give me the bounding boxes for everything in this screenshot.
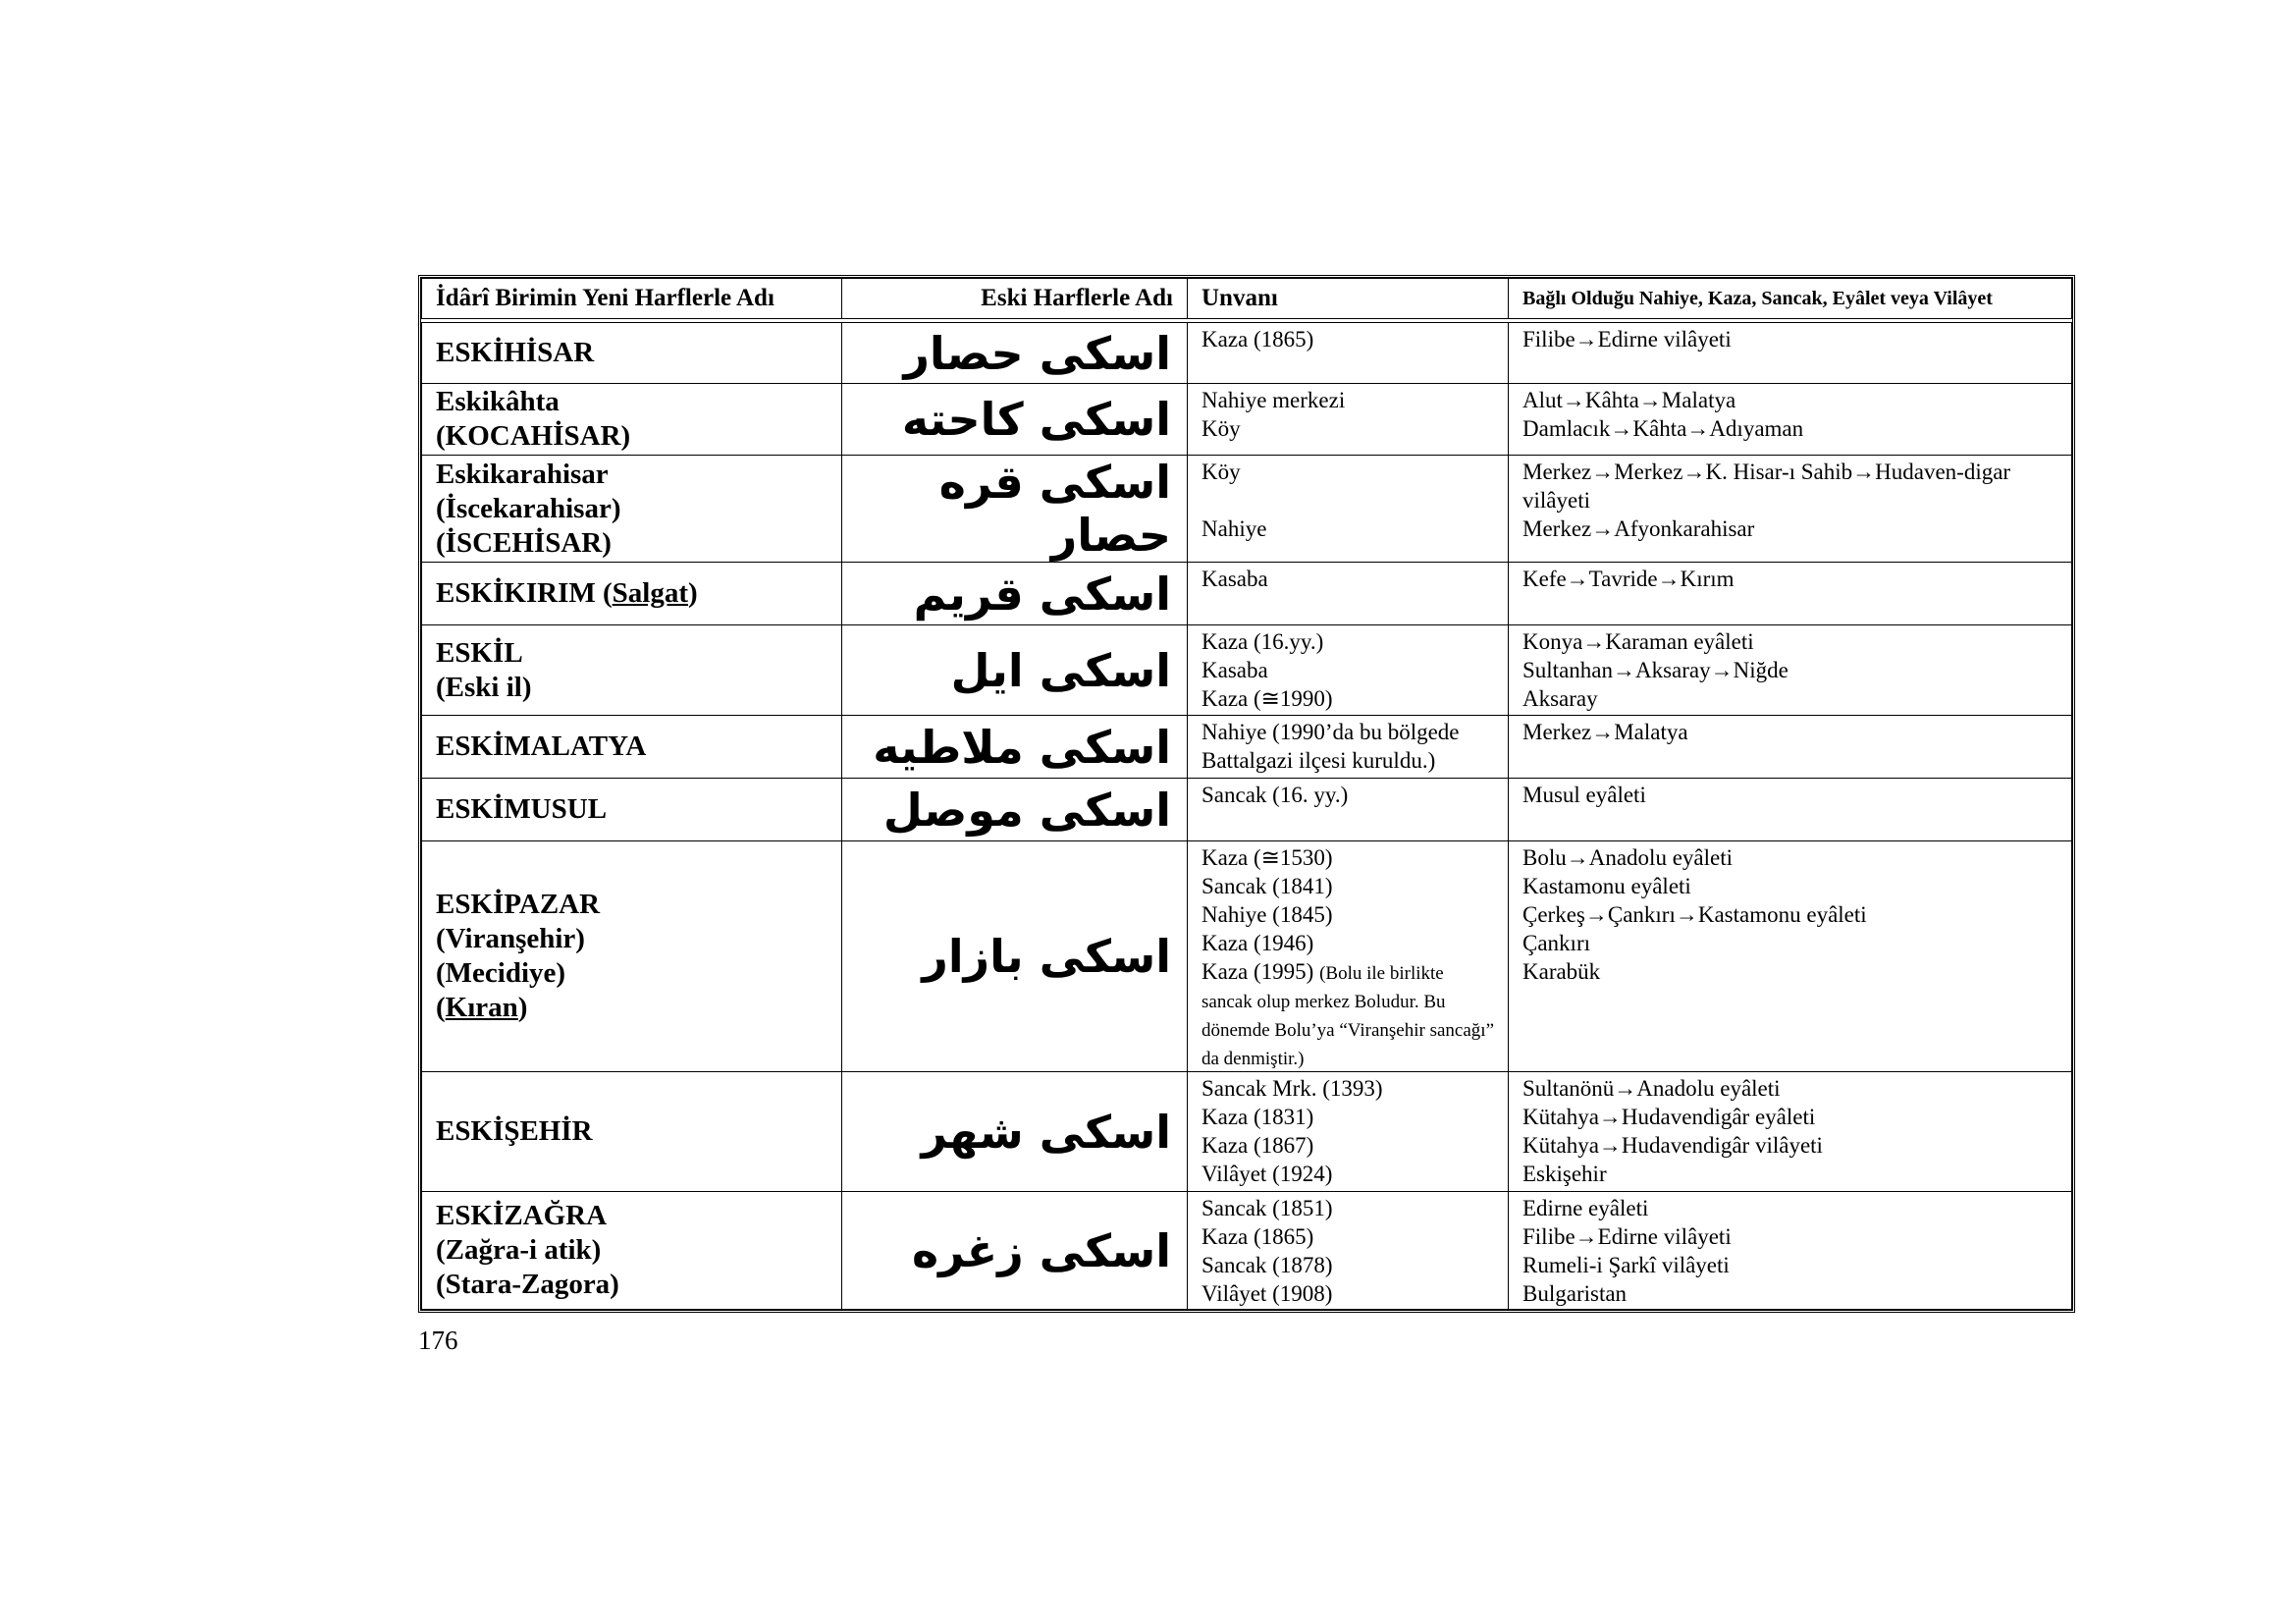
affiliation-cell: Alut→Kâhta→Malatya Damlacık→Kâhta→Adıyaman xyxy=(1509,384,2072,456)
title-cell: Sancak Mrk. (1393) Kaza (1831) Kaza (1867) Vilâyet (1924) xyxy=(1188,1072,1509,1192)
affiliation-cell: Merkez→Malatya xyxy=(1509,716,2072,779)
table-row xyxy=(422,779,2072,841)
title-note: (Bolu ile birlikte sancak olup merkez Boludur. Bu dönemde Bolu’ya “Viranşehir sancağı” da denmiştir.) xyxy=(1201,963,1494,1069)
settlement-table xyxy=(421,278,2072,1310)
header-affiliation: Bağlı Olduğu Nahiye, Kaza, Sancak, Eyâlet veya Vilâyet xyxy=(1509,279,2072,319)
table-row xyxy=(422,716,2072,779)
new-name-cell: ESKİPAZAR (Viranşehir) (Mecidiye) (Kıran) xyxy=(422,841,842,1072)
new-name-cell: ESKİMALATYA xyxy=(422,716,842,779)
table-row xyxy=(422,384,2072,456)
table-row xyxy=(422,323,2072,384)
old-name-cell: اسکی کاحته xyxy=(842,384,1188,456)
header-old-name: Eski Harflerle Adı xyxy=(842,279,1188,319)
old-name-cell: اسکی شهر xyxy=(842,1072,1188,1192)
title-cell: Nahiye (1990’da bu bölgede Battalgazi ilçesi kuruldu.) xyxy=(1188,716,1509,779)
new-name-cell: ESKİHİSAR xyxy=(422,323,842,384)
new-name-cell: ESKİZAĞRA (Zağra-i atik) (Stara-Zagora) xyxy=(422,1192,842,1310)
title-cell: Kaza (≅1530) Sancak (1841) Nahiye (1845) Kaza (1946) Kaza (1995) (Bolu ile birlikte sancak olup merkez Boludur. Bu dönemde Bolu’ya “Viranşehir sancağı” da denmiştir.) xyxy=(1188,841,1509,1072)
new-name-cell: ESKİKIRIM (Salgat) xyxy=(422,563,842,625)
header-title: Unvanı xyxy=(1188,279,1509,319)
affiliation-cell: Kefe→Tavride→Kırım xyxy=(1509,563,2072,625)
new-name-cell: Eskikarahisar (İscekarahisar) (İSCEHİSAR) xyxy=(422,456,842,563)
old-name-cell: اسکی ایل xyxy=(842,625,1188,716)
affiliation-cell: Filibe→Edirne vilâyeti xyxy=(1509,323,2072,384)
affiliation-cell: Bolu→Anadolu eyâleti Kastamonu eyâleti Çerkeş→Çankırı→Kastamonu eyâleti Çankırı Karabük xyxy=(1509,841,2072,1072)
title-cell: Kaza (1865) xyxy=(1188,323,1509,384)
old-name-cell: اسکی ملاطیه xyxy=(842,716,1188,779)
alt-name-underlined: Kıran xyxy=(445,992,518,1023)
old-name-cell: اسکی بازار xyxy=(842,841,1188,1072)
title-cell: Köy Nahiye xyxy=(1188,456,1509,563)
affiliation-cell: Sultanönü→Anadolu eyâleti Kütahya→Hudavendigâr eyâleti Kütahya→Hudavendigâr vilâyeti Eskişehir xyxy=(1509,1072,2072,1192)
old-name-cell: اسکی حصار xyxy=(842,323,1188,384)
new-name-cell: ESKİŞEHİR xyxy=(422,1072,842,1192)
new-name-cell: ESKİMUSUL xyxy=(422,779,842,841)
old-name-cell: اسکی قره حصار xyxy=(842,456,1188,563)
title-cell: Kaza (16.yy.) Kasaba Kaza (≅1990) xyxy=(1188,625,1509,716)
header-new-name: İdârî Birimin Yeni Harflerle Adı xyxy=(422,279,842,319)
old-name-cell: اسکی موصل xyxy=(842,779,1188,841)
affiliation-cell: Musul eyâleti xyxy=(1509,779,2072,841)
old-name-cell: اسکی زغره xyxy=(842,1192,1188,1310)
alt-name-underlined: Salgat xyxy=(612,577,689,609)
title-cell: Sancak (1851) Kaza (1865) Sancak (1878) Vilâyet (1908) xyxy=(1188,1192,1509,1310)
old-name-cell: اسکی قریم xyxy=(842,563,1188,625)
table-header-row xyxy=(422,279,2072,319)
affiliation-cell: Edirne eyâleti Filibe→Edirne vilâyeti Rumeli-i Şarkî vilâyeti Bulgaristan xyxy=(1509,1192,2072,1310)
table-row xyxy=(422,456,2072,563)
table-row xyxy=(422,1192,2072,1310)
page-number: 176 xyxy=(418,1326,458,1355)
title-cell: Kasaba xyxy=(1188,563,1509,625)
settlement-table-frame xyxy=(418,275,2075,1313)
new-name-cell: ESKİL (Eski il) xyxy=(422,625,842,716)
table-row xyxy=(422,1072,2072,1192)
title-cell: Sancak (16. yy.) xyxy=(1188,779,1509,841)
affiliation-cell: Merkez→Merkez→K. Hisar-ı Sahib→Hudaven-digar vilâyeti Merkez→Afyonkarahisar xyxy=(1509,456,2072,563)
affiliation-cell: Konya→Karaman eyâleti Sultanhan→Aksaray→Niğde Aksaray xyxy=(1509,625,2072,716)
new-name-cell: Eskikâhta (KOCAHİSAR) xyxy=(422,384,842,456)
table-row xyxy=(422,625,2072,716)
title-cell: Nahiye merkezi Köy xyxy=(1188,384,1509,456)
table-row xyxy=(422,563,2072,625)
table-row xyxy=(422,841,2072,1072)
